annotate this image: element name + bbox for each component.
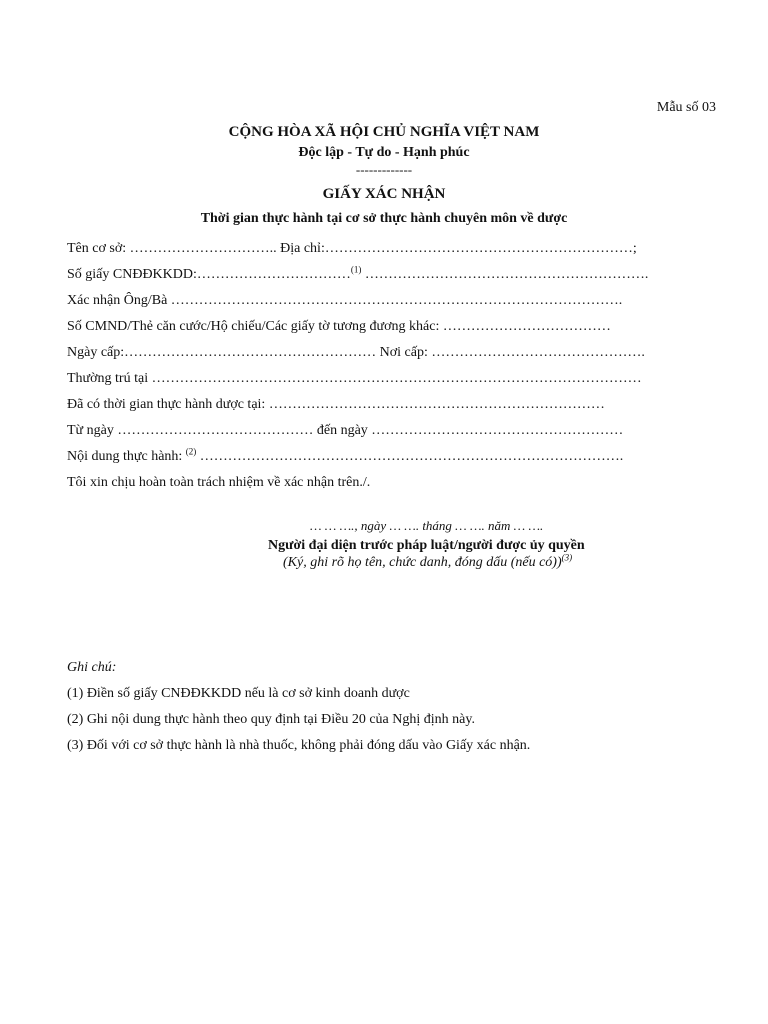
- note-item: (3) Đối với cơ sở thực hành là nhà thuốc, không phải đóng dấu vào Giấy xác nhận.: [67, 738, 531, 753]
- notes-heading: Ghi chú:: [67, 660, 117, 675]
- id-document-line: Số CMND/Thẻ căn cước/Hộ chiếu/Các giấy tờ tương đương khác: ………………………………: [67, 319, 611, 334]
- facility-name-address-line: Tên cơ sở: ………………………….. Địa chỉ:…………………………………………………………;: [67, 241, 637, 256]
- separator: -------------: [355, 162, 413, 177]
- practice-content-tail: ……………………………………………………………………………….: [196, 449, 624, 464]
- signature-note-text: (Ký, ghi rõ họ tên, chức danh, đóng dấu (nếu có)): [283, 555, 562, 570]
- form-number: Mẫu số 03: [656, 100, 716, 115]
- date-range-line: Từ ngày …………………………………… đến ngày ………………………………………………: [67, 423, 624, 438]
- practice-content-line: [67, 444, 707, 470]
- footnote-ref-1: (1): [350, 264, 362, 275]
- signature-date: … … …., ngày … …. tháng … …. năm … ….: [310, 518, 544, 533]
- note-item: (2) Ghi nội dung thực hành theo quy định tại Điều 20 của Nghị định này.: [67, 712, 475, 727]
- certificate-number-text: Số giấy CNĐĐKKDD:……………………………: [67, 267, 351, 282]
- nation-heading: CỘNG HÒA XÃ HỘI CHỦ NGHĨA VIỆT NAM: [228, 124, 540, 140]
- practice-place-line: Đã có thời gian thực hành dược tại: ………………………………………………………………: [67, 397, 605, 412]
- form-body: [67, 236, 707, 496]
- certificate-number-tail: …………………………………………………….: [361, 267, 649, 282]
- residence-line: Thường trú tại ……………………………………………………………………………………………: [67, 371, 642, 386]
- confirm-person-line: Xác nhận Ông/Bà …………………………………………………………………………………….: [67, 293, 623, 308]
- document-title: GIẤY XÁC NHẬN: [322, 186, 446, 202]
- note-item: (1) Điền số giấy CNĐĐKKDD nếu là cơ sở kinh doanh dược: [67, 686, 410, 701]
- document-subtitle: Thời gian thực hành tại cơ sở thực hành chuyên môn về dược: [200, 211, 568, 226]
- notes-section: [67, 655, 707, 759]
- motto: Độc lập - Tự do - Hạnh phúc: [298, 145, 470, 160]
- signature-note: [283, 552, 573, 571]
- issue-date-place-line: Ngày cấp:……………………………………………… Nơi cấp: ……………………………………….: [67, 345, 645, 360]
- responsibility-statement: Tôi xin chịu hoàn toàn trách nhiệm về xác nhận trên./.: [67, 475, 371, 490]
- certificate-number-line: [67, 262, 707, 288]
- signature-title: Người đại diện trước pháp luật/người được ủy quyền: [268, 538, 585, 553]
- footnote-ref-3: (3): [561, 552, 573, 563]
- practice-content-text: Nội dung thực hành:: [67, 449, 186, 464]
- footnote-ref-2: (2): [185, 446, 197, 457]
